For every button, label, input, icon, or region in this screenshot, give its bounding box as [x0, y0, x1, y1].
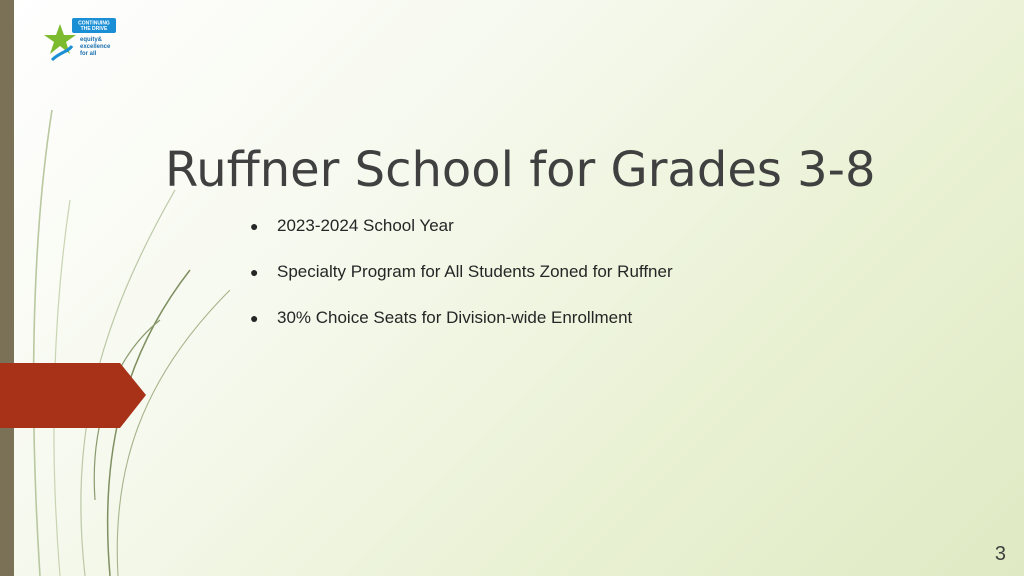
bullet-list [250, 214, 673, 352]
bullet-item [250, 260, 673, 306]
logo-line-3: equity& [80, 37, 103, 43]
bullet-icon: ● [250, 310, 259, 326]
bullet-text: 30% Choice Seats for Division-wide Enrollment [277, 308, 633, 327]
bullet-text: 2023-2024 School Year [277, 216, 454, 235]
slide-title: Ruffner School for Grades 3-8 [165, 142, 876, 198]
bullet-text: Specialty Program for All Students Zoned for Ruffner [277, 262, 673, 281]
logo-line-4: excellence [80, 44, 111, 50]
logo-line-2: THE DRIVE [80, 26, 108, 32]
bullet-item [250, 214, 673, 260]
accent-arrow-tab [0, 363, 146, 428]
bullet-icon: ● [250, 264, 259, 280]
page-number: 3 [994, 543, 1006, 565]
logo-line-5: for all [80, 51, 97, 57]
logo-line-1: CONTINUING [78, 20, 110, 27]
bullet-item [250, 306, 673, 352]
star-logo [42, 16, 122, 68]
bullet-icon: ● [250, 218, 259, 234]
